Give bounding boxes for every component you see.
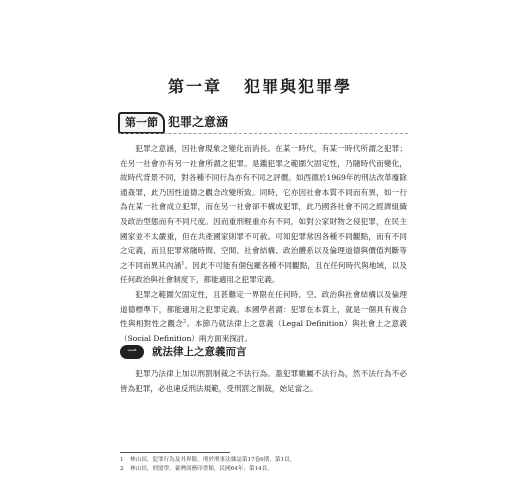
footnote-1-number: 1 — [120, 457, 124, 463]
chapter-title — [0, 74, 520, 97]
section-heading — [118, 112, 408, 132]
footnotes — [120, 456, 407, 474]
section-divider — [118, 133, 408, 134]
paragraph-2-text-b: 。本節乃就法律上之意義（Legal Definition）與社會上之意義（Social Definition）兩方面來探討。 — [120, 319, 408, 343]
footnote-2-number: 2 — [120, 466, 124, 472]
footnote-2 — [120, 465, 407, 474]
section-label: 第一節 — [118, 112, 165, 134]
chapter-name: 犯罪與犯罪學 — [244, 77, 353, 96]
paragraph-2-text-a: 犯罪之範圍欠固定性，且甚難定一界限在任何時、空、政治與社會結構以及倫理道德標準下，都能適用之犯罪定義。本國學者謂：犯罪在本質上，就是一個具有複合性與相對性之觀念 — [120, 289, 407, 329]
footnote-divider — [120, 452, 230, 453]
footnote-2-text: 林山田，刑罰學，臺灣商務印書館，民國64年，第14頁。 — [130, 466, 273, 472]
footnote-1 — [120, 456, 407, 465]
paragraph-3: 犯罪乃法律上加以刑罰制裁之不法行為。蓋犯罪雖屬不法行為，然不法行為不必皆為犯罪，必也違反刑法規範，受刑罰之制裁，始足當之。 — [120, 369, 407, 393]
paragraph-1-text-a: 犯罪之意涵，因社會現象之變化而消長。在某一時代，有某一時代所謂之犯罪；在另一社會亦有另一社會所謂之犯罪。是鑑犯罪之範圍欠固定性，乃隨時代而變化，故時代背景不同，對各種不同行為亦有不同之評價。如西德於1969年的刑法改革廢除通姦罪，此乃因性道德之觀念改變所致。同時，它亦因社會本質不同而有異，如一行為在某一社會成立犯罪，而在另一社會卻不構成犯罪，此乃國各社會不同之經濟組織及政治型態而有不同尺度。因而重刑輕重亦有不同，如對公家財物之侵犯罪，在民主國家並不太嚴重，但在共產國家則罪不可赦。可知犯罪常因各種不同觀點，而有不同之定義，而且犯罪常隨時間、空間、社會結構、政治體系以及倫理道德與價值判斷等之不同而異其內涵 — [120, 144, 407, 270]
subsection-title: 就法律上之意義而言 — [152, 346, 247, 358]
footnote-1-text: 林山田，犯罪行為及其界限，刑於刑事法雜誌第17卷6期，第1頁。 — [130, 457, 296, 463]
section-body — [120, 142, 407, 346]
paragraph-1 — [120, 142, 407, 288]
subsection-badge: 一 — [120, 345, 144, 359]
paragraph-2 — [120, 288, 407, 346]
paragraph-1-text-b: 。因此不可能有個包羅各種不同觀點，且在任何時代與地域，以及任何政治與社會制度下，都能適用之犯罪定義。 — [120, 260, 408, 285]
chapter-number: 第一章 — [167, 77, 222, 96]
section-title: 犯罪之意涵 — [168, 115, 229, 129]
subsection-body — [120, 367, 407, 396]
subsection-heading — [120, 345, 300, 361]
footnote-ref-2: 2 — [183, 318, 187, 325]
footnote-ref-1: 1 — [181, 260, 185, 267]
